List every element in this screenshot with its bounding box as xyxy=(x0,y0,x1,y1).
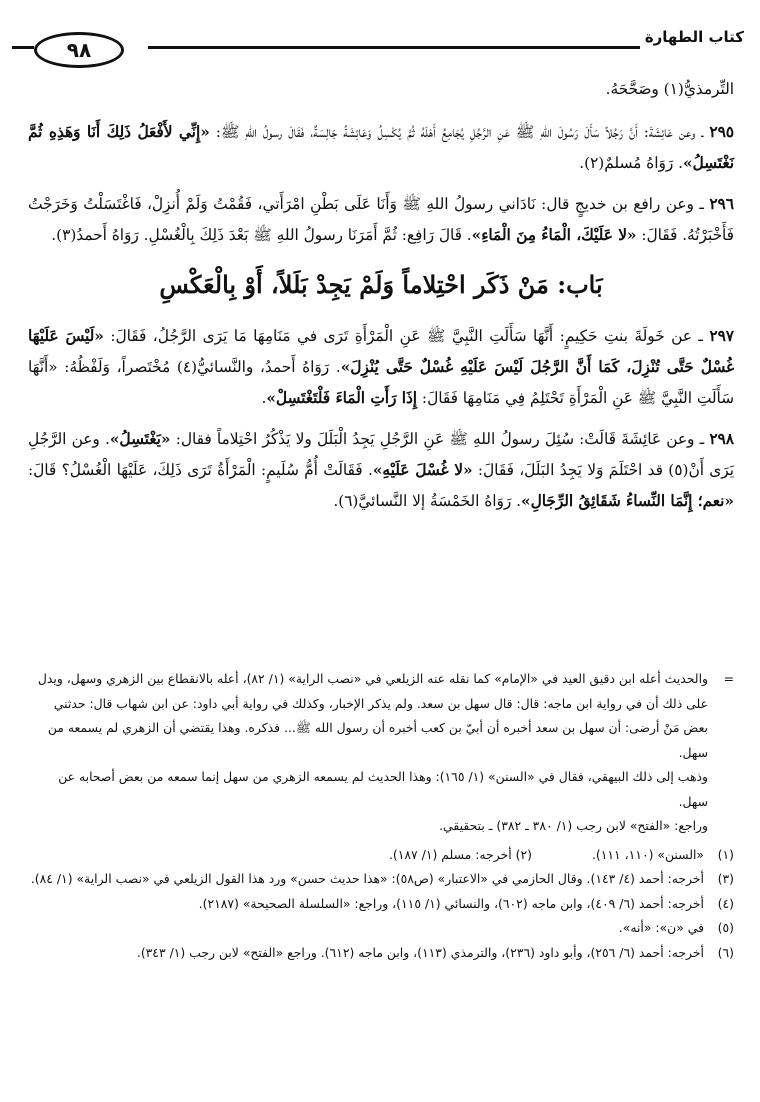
footnote-item xyxy=(28,867,734,892)
chapter-heading: بَاب: مَنْ ذَكَر احْتِلاماً وَلَمْ يَجِدْ بَلَلاً، أَوْ بِالْعَكْسِ xyxy=(159,270,603,299)
footnote-text: أخرجه: أحمد (٦/ ٢٥٦)، وأبو داود (٢٣٦)، والترمذي (١١٣)، وابن ماجه (٦١٢). وراجع «الفتح» لابن رجب (١/ ٣٤٣). xyxy=(136,944,704,960)
hadith-text: ـ وعن رافع بن خديجٍ قال: نَادَاني رسولُ اللهِ ﷺ وَأَنَا عَلَى بَطْنِ امْرَأَتي، فَقُمْتُ وَلَمْ أُنزِلْ، فَاغْتَسَلْتُ وَخَرَجْتُ فَأَخْبَرْتُهُ. فَقَالَ: xyxy=(28,195,734,244)
hadith-quote: «نعم؛ إِنَّمَا النِّساءُ شَقَائِقُ الرِّجَالِ» xyxy=(521,492,734,510)
hadith-text: . رَوَاهُ أَحمدُ، والنَّسائيُّ(٤) مُخْتَصراً، وَلَفْظُهُ: «أَنَّهَا سَأَلَتِ النَّبِيَّ ﷺ عَنِ الْمَرْأَةِ تَحْتَلِمُ فِي مَنَامِهَا فَقَالَ: xyxy=(28,358,734,407)
header-rule-left xyxy=(12,46,34,49)
hadith-number: ٢٩٧ xyxy=(709,327,735,345)
footnote-item xyxy=(28,892,734,917)
hadith-quote: «إِنِّي لأَفْعَلُ ذَلِكَ أَنَا وَهَذِهِ ثُمَّ نَغْتَسِلُ» xyxy=(28,123,734,172)
page-number: ٩٨ xyxy=(66,38,92,62)
hadith-text: ـ وعن عَائِشَةَ قَالَتْ: سُئِلَ رسولُ اللهِ ﷺ عَنِ الرَّجُلِ يَجِدُ الْبَلَلَ ولا يَذْكُرُ احْتِلاماً فقال: xyxy=(170,430,710,448)
main-text xyxy=(28,74,734,527)
footnote-number: (٦) xyxy=(717,944,734,960)
footnote-paragraph: وراجع: «الفتح» لابن رجب (١/ ٣٨٠ ـ ٣٨٢) ـ بتحقيقي. xyxy=(439,818,708,833)
footnote-number: (٢) xyxy=(515,846,532,862)
footnote-paragraph: وذهب إلى ذلك البيهقي، فقال في «السنن» (١/ ١٦٥): وهذا الحديث لم يسمعه الزهري من سهل إنما سمعه من بعض أصحابه عن سهل. xyxy=(58,769,708,809)
footnote-number: (٣) xyxy=(717,871,734,886)
footnote-paragraph: والحديث أعله ابن دقيق العيد في «الإمام» كما نقله عنه الزيلعي في «نصب الراية» (١/ ٨٢)، أعله بالانقطاع بين الزهري وسهل، ويدل على ذلك أن في رواية ابن ماجه: قال: قال سهل بن سعد. ولم يذكر الإخبار، وكذلك في رواية أبي داود: عن ابن شهاب قال: حدثني بعض مَنْ أرضى: أن سهل بن سعد أخبره أن أبيّ بن كعب أخبره أن رسول الله ﷺ... فذكره. وهذا يقتضي أن الزهري لم يسمعه من سهل. xyxy=(37,671,708,760)
hadith-quote: «يَغْتَسِلُ» xyxy=(109,430,171,448)
hadith-text: . قَالَ رَافِع: ثُمَّ أَمَرَنَا رسولُ اللهِ ﷺ بَعْدَ ذَلِكَ بِالْغُسْلِ. رَوَاهُ أَحمدُ(٣). xyxy=(51,226,472,244)
footnote-number: (٥) xyxy=(717,920,734,935)
footnote-text: أخرجه: أحمد (٦/ ٤٠٩)، وابن ماجه (٦٠٢)، والنسائي (١/ ١١٥)، وراجع: «السلسلة الصحيحة» (٢١٨٧). xyxy=(198,895,704,911)
running-header-title: كتاب الطهارة xyxy=(644,28,744,46)
hadith-text: ـ وعن عَائِشَةَ: أَنَّ رَجُلاً سَأَلَ رَسُولَ اللهِ ﷺ عَنِ الرَّجُلِ يُجَامِعُ أَهْلَهُ ثُمَّ يُكْسِلُ وَعَائِشَةُ جَالِسَةٌ، فَقَالَ رسولُ اللهِ ﷺ: xyxy=(209,123,710,141)
footnote-text: أخرجه: مسلم (١/ ١٨٧). xyxy=(388,846,512,862)
footnote-item xyxy=(28,843,734,868)
footnote-continuation xyxy=(28,667,734,839)
footnote-text: أخرجه: أحمد (٤/ ١٤٣). وقال الحازمي في «الاعتبار» (ص٥٨): «هذا حديث حسن» ورد هذا القول الزيلعي في «نصب الراية» (١/ ٨٤). xyxy=(30,871,704,886)
footnote-text: في «ن»: «أنه». xyxy=(618,920,704,935)
hadith-297 xyxy=(28,321,734,414)
hadith-text: . رَوَاهُ مُسلمٌ(٢). xyxy=(579,154,683,172)
hadith-quote: «لا عَلَيْكَ، الْمَاءُ مِنَ الْمَاءِ» xyxy=(471,226,637,244)
hadith-text: ـ عن خَولَةَ بنتِ حَكِيمٍ: أَنَّهَا سَأَلَتِ النَّبِيَّ ﷺ عَنِ الْمَرْأَةِ تَرَى في مَنَامِهَا مَا يَرَى الرَّجُلُ، فَقَالَ: xyxy=(103,327,710,345)
footnote-number: (٤) xyxy=(717,895,734,911)
hadith-number: ٢٩٥ xyxy=(709,123,735,141)
footnote-text: «السنن» (١١٠، ١١١). xyxy=(591,846,704,862)
hadith-number: ٢٩٨ xyxy=(709,430,734,448)
continuation-marker: = xyxy=(723,671,734,686)
hadith-296 xyxy=(28,189,734,251)
hadith-295 xyxy=(28,117,734,179)
footnote-list xyxy=(28,843,734,966)
footnote-item xyxy=(28,916,734,941)
page-number-badge xyxy=(34,32,124,68)
hadith-298 xyxy=(28,424,734,517)
footnote-number: (١) xyxy=(717,846,734,862)
hadith-quote: «لا غُسْلَ عَلَيْهِ» xyxy=(372,461,473,479)
header-rule-right xyxy=(148,46,640,49)
hadith-number: ٢٩٦ xyxy=(709,195,734,213)
hadith-quote: «لَيْسَ عَلَيْهَا غُسْلٌ حَتَّى تُنْزِلَ، كَمَا أَنَّ الرَّجُلَ لَيْسَ عَلَيْهِ غُسْلٌ حَتَّى يُنْزِلَ» xyxy=(28,327,734,376)
footnote-item xyxy=(28,941,734,966)
hadith-text: . فَقَالَتْ أُمُّ سُلَيمٍ: الْمَرْأَةُ تَرَى ذَلِكَ، عَلَيْهَا الْغُسْلُ؟ قَالَ: xyxy=(28,461,373,479)
footnotes xyxy=(28,667,734,965)
hadith-text: . xyxy=(261,389,267,407)
hadith-quote: إِذَا رَأَتِ الْمَاءَ فَلْتَغْتَسِلْ» xyxy=(266,389,418,407)
hadith-text: . وعن الرَّجُلِ يَرَى أَنْ(٥) قد احْتَلَمَ وَلا يَجِدُ البَلَلَ، فَقَالَ: xyxy=(28,430,734,479)
paragraph-intro: التِّرمذيُّ(١) وصَحَّحَهُ. xyxy=(605,80,734,98)
hadith-text: . رَوَاهُ الخَمْسَةُ إلا النَّسائيَّ(٦). xyxy=(333,492,522,510)
